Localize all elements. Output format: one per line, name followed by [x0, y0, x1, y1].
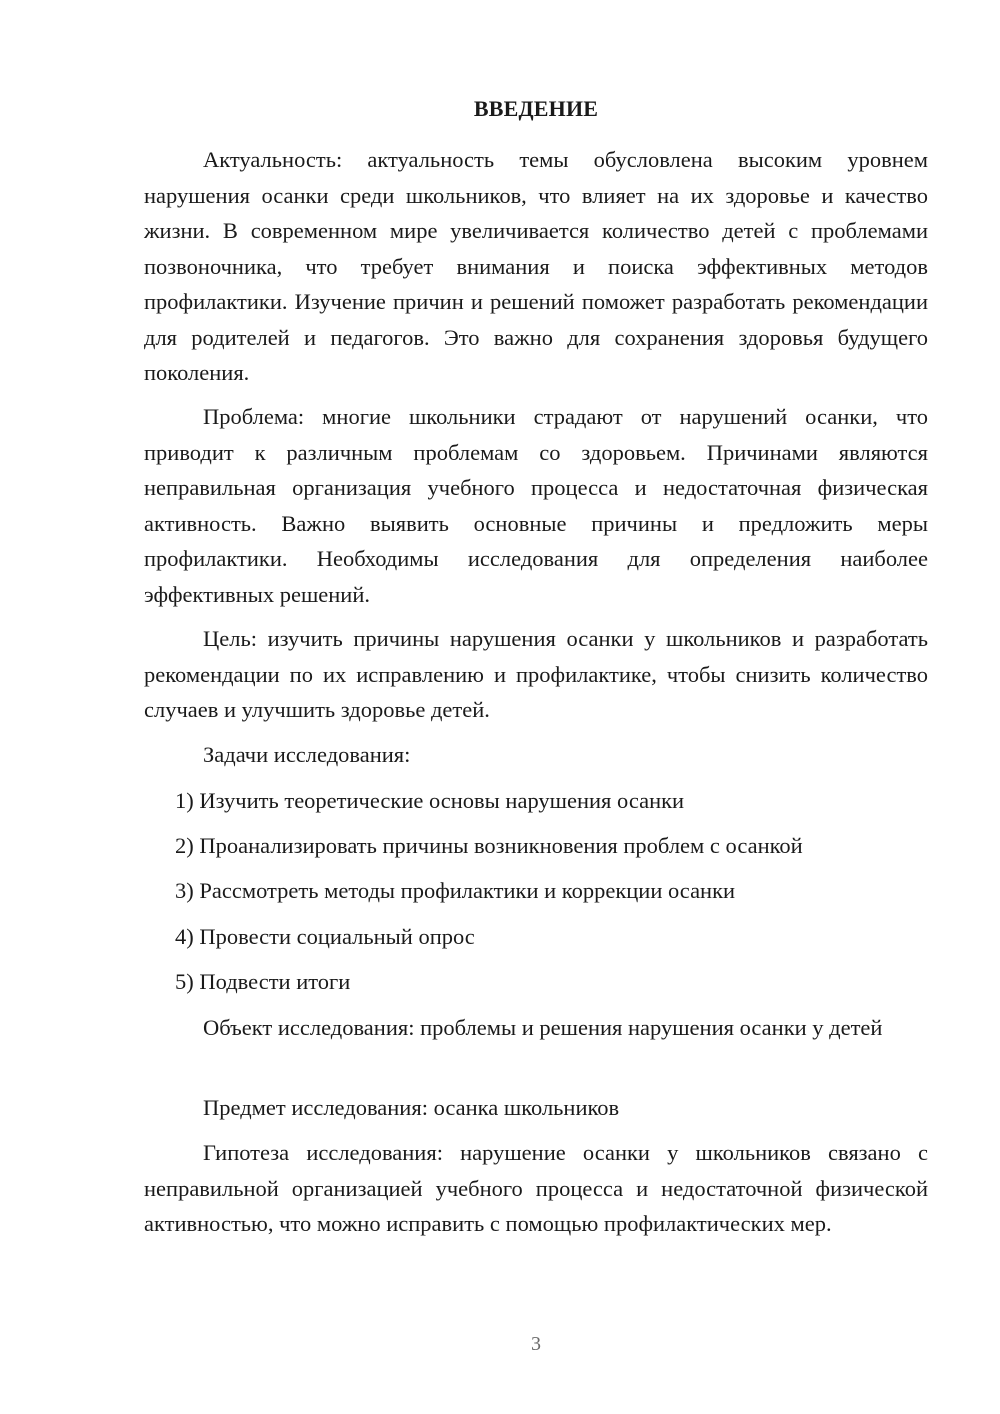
paragraph-subject: Предмет исследования: осанка школьников [203, 1095, 620, 1120]
task-item-4: 4) Провести социальный опрос [175, 924, 475, 949]
task-item-2: 2) Проанализировать причины возникновения проблем с осанкой [175, 833, 803, 858]
paragraph-hypothesis: Гипотеза исследования: нарушение осанки у школьников связано с неправильной организацией учебного процесса и недостаточной физической активностью, что можно исправить с помощью профилактических мер. [144, 1140, 928, 1236]
task-item-3: 3) Рассмотреть методы профилактики и коррекции осанки [175, 878, 736, 903]
tasks-heading: Задачи исследования: [203, 742, 411, 767]
task-item-1: 1) Изучить теоретические основы нарушения осанки [175, 788, 685, 813]
paragraph-object: Объект исследования: проблемы и решения нарушения осанки у детей [203, 1015, 883, 1040]
paragraph-relevance: Актуальность: актуальность темы обусловлена высоким уровнем нарушения осанки среди школьников, что влияет на их здоровье и качество жизни. В современном мире увеличивается количество детей с проблемами позвоночника, что требует внимания и поиска эффективных методов профилактики. Изучение причин и решений поможет разработать рекомендации для родителей и педагогов. Это важно для сохранения здоровья будущего поколения. [144, 147, 928, 385]
paragraph-goal: Цель: изучить причины нарушения осанки у школьников и разработать рекомендации по их исправлению и профилактике, чтобы снизить количество случаев и улучшить здоровье детей. [144, 626, 928, 722]
task-item-5: 5) Подвести итоги [175, 969, 351, 994]
paragraph-problem: Проблема: многие школьники страдают от нарушений осанки, что приводит к различным проблемам со здоровьем. Причинами являются неправильная организация учебного процесса и недостаточная физическая активность. Важно выявить основные причины и предложить меры профилактики. Необходимы исследования для определения наиболее эффективных решений. [144, 404, 928, 607]
section-title: ВВЕДЕНИЕ [473, 96, 599, 121]
page-number: 3 [531, 1333, 541, 1355]
